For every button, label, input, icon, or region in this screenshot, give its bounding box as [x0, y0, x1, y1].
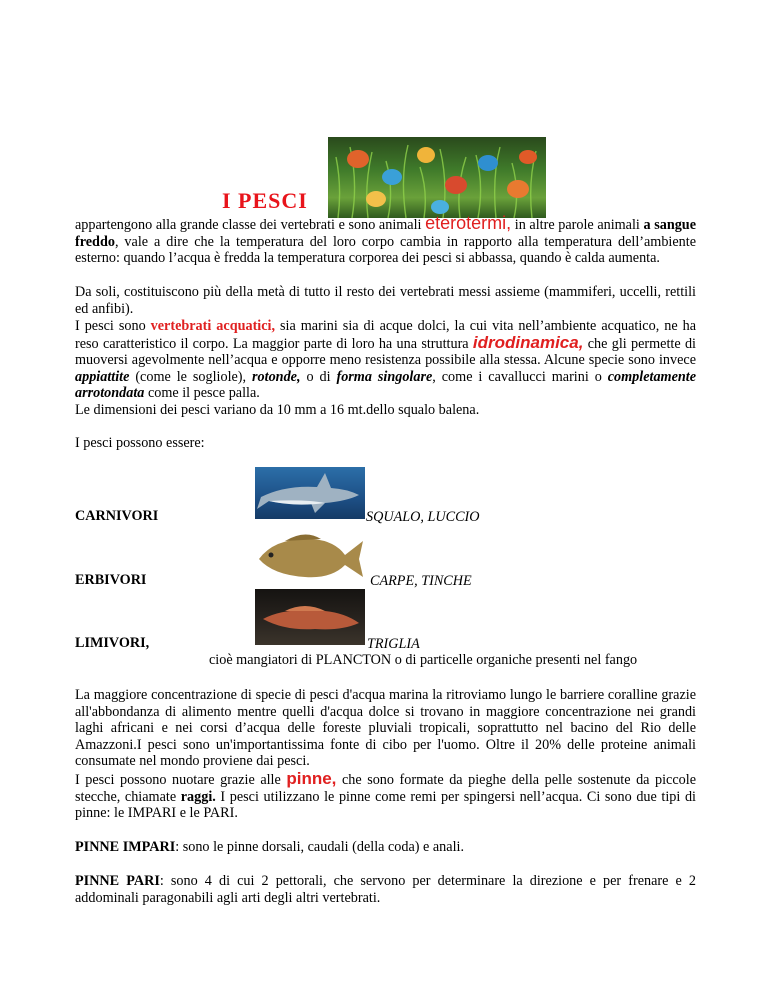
impari-text: : sono le pinne dorsali, caudali (della coda) e anali.	[175, 839, 464, 855]
nuotare-text-2: che sono formate da pieghe della pelle sostenute da piccole stecche, chiamate	[75, 772, 696, 805]
category-erbivori: ERBIVORI	[75, 572, 147, 588]
acquatici-text-6: , come i cavallucci marini o	[432, 368, 608, 385]
pinne-term: pinne,	[286, 769, 337, 788]
acquatici-text-3: che gli permette di muoversi agevolmente nell’acqua e opporre meno resistenza possibile alla stessa. Alcune specie sono invece	[75, 335, 696, 369]
pari-text: : sono 4 di cui 2 pettorali, che servono per determinare la direzione e per frenare e 2 addominali paragonabili agli arti degli altri vertebrati.	[75, 873, 696, 906]
aquarium-image	[328, 137, 546, 218]
trigla-illustration	[255, 589, 365, 645]
carp-illustration	[255, 527, 365, 587]
nuotare-text-1: I pesci possono nuotare grazie alle	[75, 772, 287, 788]
species-limivori: TRIGLIA	[367, 636, 420, 652]
species-erbivori: CARPE, TINCHE	[370, 573, 472, 589]
page-title: I PESCI	[222, 188, 308, 213]
pari-label: PINNE PARI	[75, 873, 160, 889]
impari-paragraph	[75, 839, 696, 856]
category-limivori: LIMIVORI,	[75, 635, 150, 651]
idrodinamica-term: idrodinamica,	[472, 332, 584, 352]
acquatici-paragraph	[75, 318, 696, 402]
intro-paragraph	[75, 215, 696, 267]
intro-text-2: in altre parole animali	[511, 217, 644, 233]
nuotare-text-3: I pesci utilizzano le pinne come remi per spingersi nell’acqua. Ci sono due tipi di pinne: le IMPARI e le PARI.	[75, 788, 696, 822]
acquatici-text-7: come il pesce palla.	[144, 385, 260, 402]
arrotondata-term: completamente arrotondata	[75, 368, 697, 402]
intro-text-3: , vale a dire che la temperatura del loro corpo cambia in rapporto alla temperatura dell’ambiente esterno: quando l’acqua è fredda la temperatura corporea dei pesci si abbassa, quando è calda aumenta.	[75, 233, 696, 267]
intro-text-1: appartengono alla grande classe dei vertebrati e sono animali	[75, 217, 426, 233]
acquatici-text-4: (come le sogliole),	[129, 368, 253, 385]
aquarium-illustration	[328, 137, 546, 218]
species-carnivori: SQUALO, LUCCIO	[366, 509, 480, 525]
category-carnivori: CARNIVORI	[75, 508, 159, 524]
raggi-term: raggi.	[180, 788, 216, 805]
dimensioni-paragraph: Le dimensioni dei pesci variano da 10 mm a 16 mt.dello squalo balena.	[75, 402, 480, 418]
impari-label: PINNE IMPARI	[75, 839, 176, 855]
acquatici-text-1: I pesci sono	[75, 318, 151, 334]
possono-paragraph: I pesci possono essere:	[75, 435, 205, 451]
shark-illustration	[255, 467, 365, 519]
pari-paragraph	[75, 873, 696, 906]
vertebrati-acquatici-term: vertebrati acquatici,	[150, 318, 276, 334]
eterotermi-term: eterotermi,	[425, 213, 512, 233]
concentrazione-paragraph: La maggiore concentrazione di specie di pesci d'acqua marina la ritroviamo lungo le barriere coralline grazie all'abbondanza di alimento mentre quelli d'acqua dolce si trovano in maggiore concentrazione nei grandi laghi africani e nei corsi d’acqua delle foreste pluviali tropicali, soprattutto nel bacino del Rio delle Amazzoni.I pesci sono un'importantissima fonte di cibo per l'uomo. Oltre il 20% delle proteine animali consumate nel mondo proviene dai pesci.	[75, 687, 696, 770]
sangue-freddo-term: a sangue freddo	[75, 217, 696, 250]
acquatici-text-5: o di	[300, 368, 337, 385]
acquatici-text-2: sia marini sia di acque dolci, la cui vita nell’ambiente acquatico, ne ha reso caratteristico il corpo. La maggior parte di loro ha una struttura	[75, 318, 697, 352]
appiattite-term: appiattite	[75, 368, 130, 385]
nuotare-paragraph	[75, 771, 696, 822]
soli-paragraph: Da soli, costituiscono più della metà di tutto il resto dei vertebrati messi assieme (mammiferi, uccelli, rettili ed anfibi).	[75, 284, 696, 317]
plancton-note: cioè mangiatori di PLANCTON o di particelle organiche presenti nel fango	[209, 652, 638, 668]
forma-singolare-term: forma singolare	[336, 368, 433, 385]
rotonde-term: rotonde,	[252, 368, 301, 385]
shark-image	[255, 467, 365, 519]
carp-image	[255, 527, 365, 587]
trigla-image	[255, 589, 365, 645]
